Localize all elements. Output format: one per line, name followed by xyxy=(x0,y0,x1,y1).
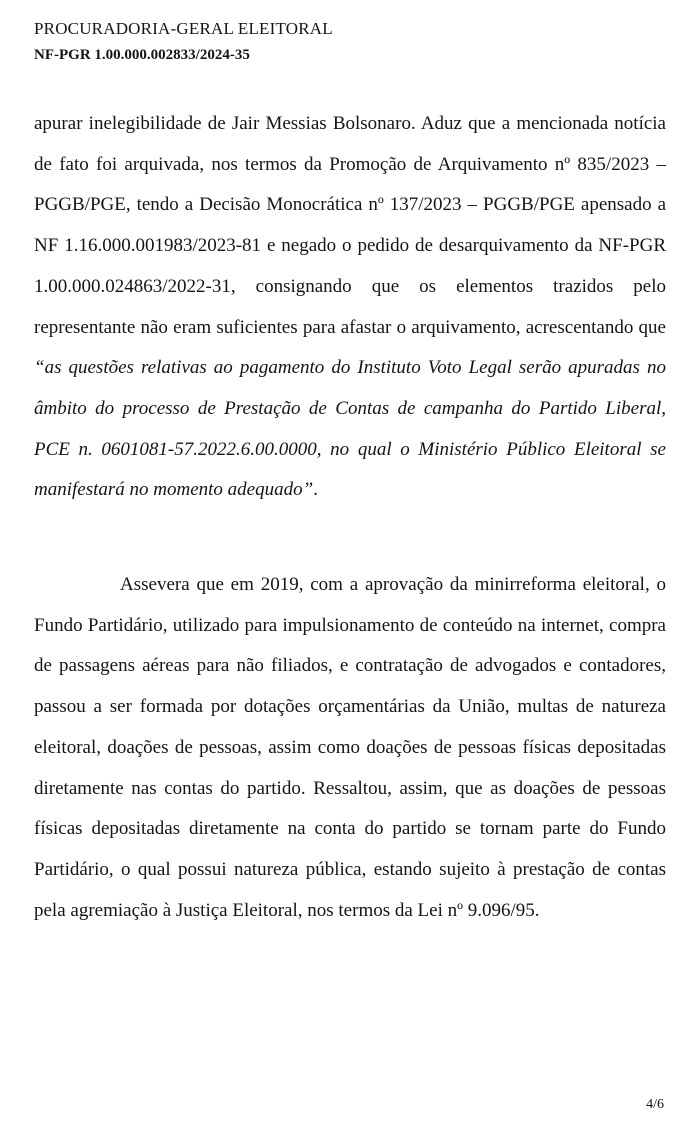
header-title: PROCURADORIA-GERAL ELEITORAL xyxy=(34,19,333,38)
paragraph-2-text: Assevera que em 2019, com a aprovação da minirreforma eleitoral, o Fundo Partidário, utilizado para impulsionamento de conteúdo na internet, compra de passagens aéreas para não filiados, e contratação de advogados e contadores, passou a ser formada por dotações orçamentárias da União, multas de natureza eleitoral, doações de pessoas, assim como doações de pessoas físicas depositadas diretamente nas contas do partido. Ressaltou, assim, que as doações de pessoas físicas depositadas diretamente na conta do partido se tornam parte do Fundo Partidário, o qual possui natureza pública, estando sujeito à prestação de contas pela agremiação à Justiça Eleitoral, nos termos da Lei nº 9.096/95. xyxy=(34,574,666,921)
paragraph-1 xyxy=(34,104,666,511)
document-header xyxy=(34,18,333,66)
page-number: 4/6 xyxy=(646,1097,664,1112)
paragraph-1-text xyxy=(34,104,666,511)
paragraph-1-end: . xyxy=(313,479,318,501)
paragraph-2 xyxy=(34,565,666,931)
paragraph-1-quote: “as questões relativas ao pagamento do Instituto Voto Legal serão apuradas no âmbito do processo de Prestação de Contas de campanha do Partido Liberal, PCE n. 0601081-57.2022.6.00.0000, no qual o Ministério Público Eleitoral se manifestará no momento adequado” xyxy=(34,357,666,501)
document-id: NF-PGR 1.00.000.002833/2024-35 xyxy=(34,47,250,63)
paragraph-1-intro: apurar inelegibilidade de Jair Messias Bolsonaro. Aduz que a mencionada notícia de fato foi arquivada, nos termos da Promoção de Arquivamento nº 835/2023 – PGGB/PGE, tendo a Decisão Monocrática nº 137/2023 – PGGB/PGE apensado a NF 1.16.000.001983/2023-81 e negado o pedido de desarquivamento da NF-PGR 1.00.000.024863/2022-31, consignando que os elementos trazidos pelo representante não eram suficientes para afastar o arquivamento, acrescentando que xyxy=(34,113,666,338)
